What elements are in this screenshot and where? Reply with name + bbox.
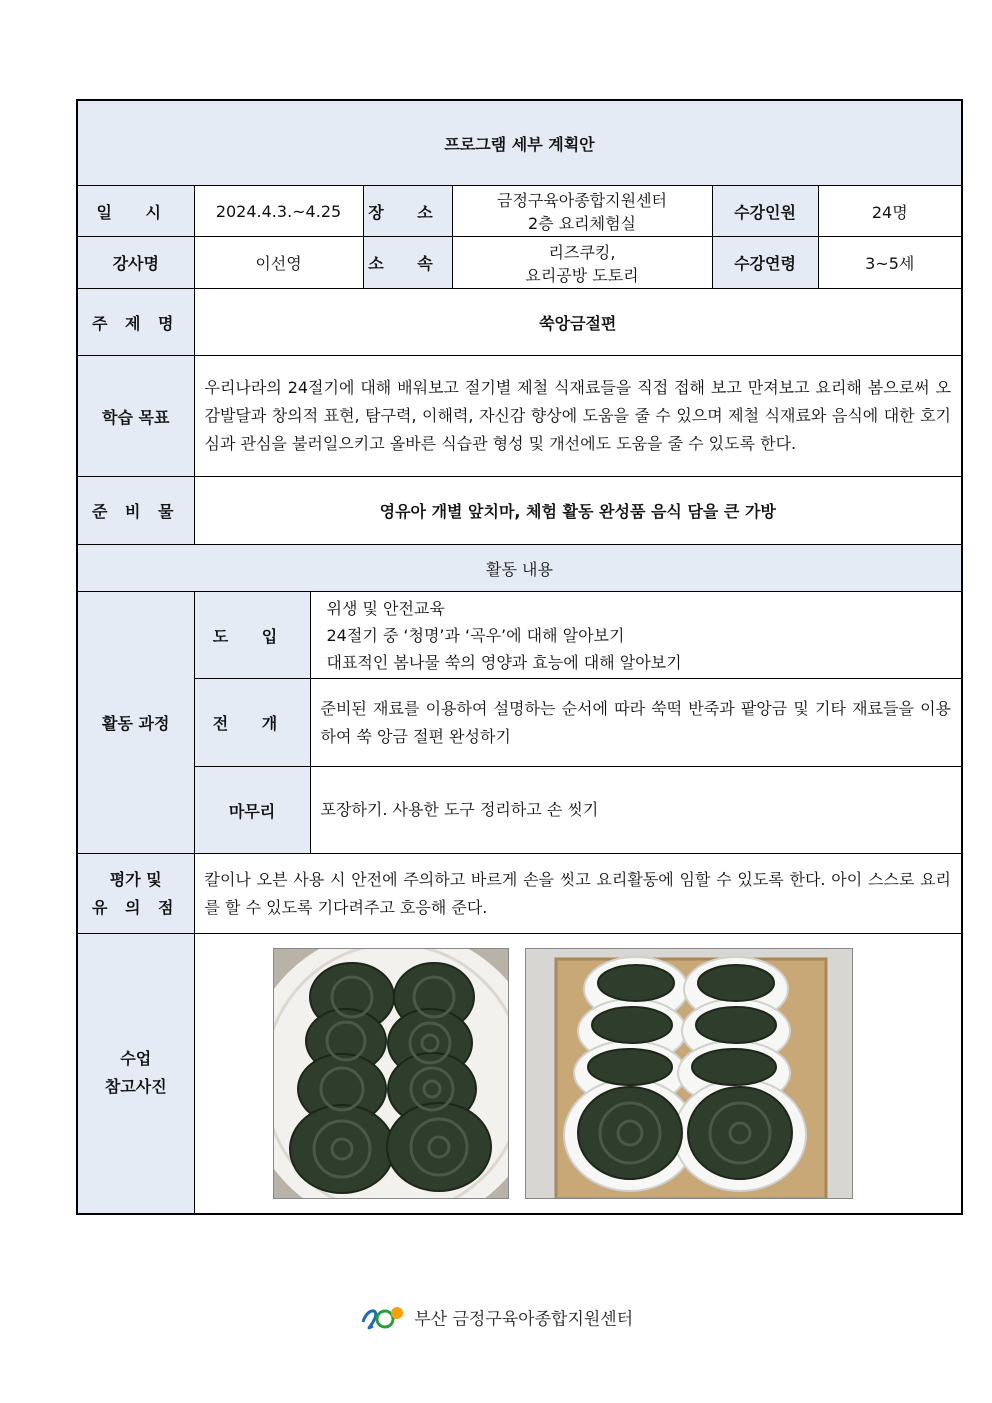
photos-label-line-2: 참고사진 <box>104 1077 167 1097</box>
footer-org-name: 부산 금정구육아종합지원센터 <box>414 1309 634 1330</box>
eval-label <box>77 854 194 934</box>
count-label: 수강인원 <box>712 186 818 237</box>
footer <box>0 1304 992 1335</box>
intro-list <box>310 592 962 679</box>
eval-label-line-2: 유 의 점 <box>91 897 180 917</box>
date-label: 일 시 <box>77 186 194 237</box>
age-value: 3~5세 <box>818 237 962 289</box>
prep-value: 영유아 개별 앞치마, 체험 활동 완성품 음식 담을 큰 가방 <box>194 477 962 545</box>
goal-label: 학습 목표 <box>77 356 194 477</box>
dev-label: 전 개 <box>194 679 310 767</box>
place-value <box>452 186 712 237</box>
org-value <box>452 237 712 289</box>
photos-label-line-1: 수업 <box>120 1049 152 1069</box>
end-label: 마무리 <box>194 767 310 854</box>
end-text: 포장하기. 사용한 도구 정리하고 손 씻기 <box>310 767 962 854</box>
place-line-2: 2층 요리체험실 <box>527 214 636 233</box>
dev-text: 준비된 재료를 이용하여 설명하는 순서에 따라 쑥떡 반죽과 팥앙금 및 기타 재료들을 이용하여 쑥 앙금 절편 완성하기 <box>310 679 962 767</box>
place-line-1: 금정구육아종합지원센터 <box>496 191 668 210</box>
teacher-label: 강사명 <box>77 237 194 289</box>
goal-text: 우리나라의 24절기에 대해 배워보고 절기별 제철 식재료들을 직접 접해 보고 만져보고 요리해 봄으로써 오감발달과 창의적 표현, 탐구력, 이해력, 자신감 향상에 도움을 줄 수 있으며 제철 식재료와 음식에 대한 호기심과 관심을 불러일으키고 올바른 식습관 형성 및 개선에도 도움을 줄 수 있도록 한다. <box>194 356 962 477</box>
date-value: 2024.4.3.~4.25 <box>194 186 363 237</box>
intro-label: 도 입 <box>194 592 310 679</box>
intro-item: 위생 및 안전교육 <box>326 598 445 618</box>
topic-label: 주 제 명 <box>77 289 194 356</box>
org-line-2: 요리공방 도토리 <box>525 265 639 285</box>
rice-cake-plate-image <box>274 949 508 1198</box>
eval-label-line-1: 평가 및 <box>109 869 162 889</box>
place-label: 장 소 <box>363 186 452 237</box>
rice-cake-box-photo <box>525 948 853 1199</box>
intro-item: 24절기 중 ‘청명’과 ‘곡우’에 대해 알아보기 <box>326 625 625 645</box>
process-label: 활동 과정 <box>77 592 194 854</box>
count-value: 24명 <box>818 186 962 237</box>
teacher-value: 이선영 <box>194 237 363 289</box>
eval-text: 칼이나 오븐 사용 시 안전에 주의하고 바르게 손을 씻고 요리활동에 임할 수 있도록 한다. 아이 스스로 요리를 할 수 있도록 기다려주고 호응해 준다. <box>194 854 962 934</box>
age-label: 수강연령 <box>712 237 818 289</box>
org-line-1: 리즈쿠킹, <box>548 242 616 262</box>
plan-table <box>76 99 963 1215</box>
rice-cake-box-image <box>526 949 852 1198</box>
prep-label: 준 비 물 <box>77 477 194 545</box>
org-label: 소 속 <box>363 237 452 289</box>
photos-cell <box>194 934 962 1214</box>
intro-item: 대표적인 봄나물 쑥의 영양과 효능에 대해 알아보기 <box>326 652 682 672</box>
center-logo-icon <box>359 1304 405 1335</box>
rice-cake-plate-photo <box>273 948 509 1199</box>
activity-header: 활동 내용 <box>77 545 962 592</box>
photos-label <box>77 934 194 1214</box>
topic-value: 쑥앙금절편 <box>194 289 962 356</box>
page-title: 프로그램 세부 계획안 <box>77 100 962 186</box>
